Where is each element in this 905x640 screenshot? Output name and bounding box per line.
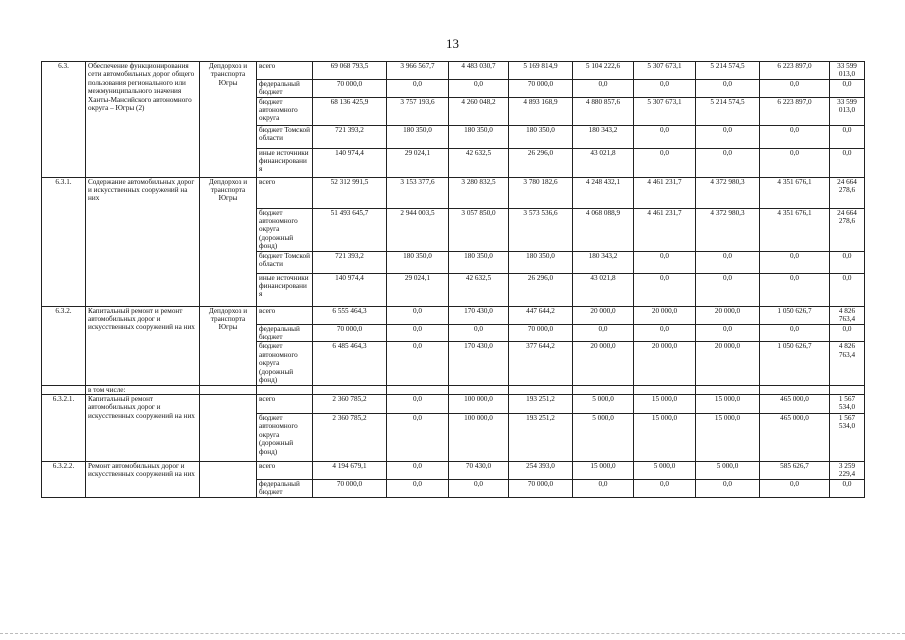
- amount-cell: 4 372 980,3: [696, 177, 760, 208]
- measure-code: 6.3.2.2.: [42, 461, 86, 497]
- amount-cell: 0,0: [760, 79, 830, 97]
- funding-source: бюджет автономного округа: [257, 97, 313, 125]
- table-row: [42, 177, 865, 208]
- amount-cell: 43 021,8: [573, 273, 634, 306]
- amount-cell: 3 259 229,4: [830, 461, 865, 479]
- amount-cell: 447 644,2: [509, 306, 573, 324]
- budget-table: [41, 61, 865, 498]
- amount-cell: 26 296,0: [509, 148, 573, 177]
- amount-cell: 0,0: [634, 324, 696, 342]
- amount-cell: 4 826 763,4: [830, 306, 865, 324]
- amount-cell: 70 000,0: [509, 479, 573, 497]
- amount-cell: 465 000,0: [760, 394, 830, 413]
- amount-cell: 0,0: [449, 324, 509, 342]
- amount-cell: 721 393,2: [313, 251, 387, 273]
- amount-cell: 0,0: [830, 79, 865, 97]
- table-row: [42, 62, 865, 80]
- amount-cell: 5 000,0: [573, 394, 634, 413]
- amount-cell: 4 826 763,4: [830, 342, 865, 385]
- amount-cell: 20 000,0: [573, 342, 634, 385]
- amount-cell: 5 104 222,6: [573, 62, 634, 80]
- funding-source: иные источники финансирования: [257, 273, 313, 306]
- empty-cell: [573, 385, 634, 394]
- amount-cell: 180 343,2: [573, 251, 634, 273]
- amount-cell: 585 626,7: [760, 461, 830, 479]
- amount-cell: 0,0: [696, 79, 760, 97]
- amount-cell: 0,0: [830, 251, 865, 273]
- amount-cell: 0,0: [449, 79, 509, 97]
- funding-source: бюджет автономного округа (дорожный фонд): [257, 342, 313, 385]
- amount-cell: 0,0: [387, 79, 449, 97]
- amount-cell: 0,0: [634, 479, 696, 497]
- amount-cell: 5 000,0: [573, 413, 634, 461]
- amount-cell: 3 153 377,6: [387, 177, 449, 208]
- amount-cell: 0,0: [760, 324, 830, 342]
- measure-name: Капитальный ремонт и ремонт автомобильных дорог и искусственных сооружений на них: [86, 306, 200, 385]
- amount-cell: 4 461 231,7: [634, 208, 696, 251]
- funding-source: федеральный бюджет: [257, 479, 313, 497]
- amount-cell: 100 000,0: [449, 394, 509, 413]
- empty-code-cell: [42, 385, 86, 394]
- amount-cell: 3 966 567,7: [387, 62, 449, 80]
- amount-cell: 0,0: [634, 125, 696, 148]
- amount-cell: 0,0: [696, 479, 760, 497]
- funding-source: бюджет автономного округа (дорожный фонд): [257, 413, 313, 461]
- empty-cell: [696, 385, 760, 394]
- amount-cell: 0,0: [830, 273, 865, 306]
- amount-cell: 5 307 673,1: [634, 62, 696, 80]
- table-row: [42, 306, 865, 324]
- amount-cell: 180 350,0: [509, 251, 573, 273]
- amount-cell: 0,0: [760, 479, 830, 497]
- measure-code: 6.3.2.: [42, 306, 86, 385]
- amount-cell: 6 555 464,3: [313, 306, 387, 324]
- amount-cell: 180 350,0: [387, 125, 449, 148]
- amount-cell: 100 000,0: [449, 413, 509, 461]
- measure-code: 6.3.: [42, 62, 86, 178]
- empty-cell: [313, 385, 387, 394]
- amount-cell: 4 351 676,1: [760, 208, 830, 251]
- amount-cell: 70 000,0: [509, 324, 573, 342]
- amount-cell: 0,0: [387, 394, 449, 413]
- amount-cell: 4 194 679,1: [313, 461, 387, 479]
- measure-code: 6.3.1.: [42, 177, 86, 306]
- amount-cell: 180 350,0: [449, 251, 509, 273]
- funding-source: всего: [257, 177, 313, 208]
- amount-cell: 0,0: [387, 342, 449, 385]
- amount-cell: 6 223 897,0: [760, 97, 830, 125]
- amount-cell: 0,0: [387, 324, 449, 342]
- amount-cell: 43 021,8: [573, 148, 634, 177]
- amount-cell: 20 000,0: [696, 306, 760, 324]
- empty-cell: [387, 385, 449, 394]
- responsible-executor: Депдорхоз и транспорта Югры: [200, 306, 257, 385]
- amount-cell: 70 000,0: [313, 79, 387, 97]
- amount-cell: 0,0: [760, 148, 830, 177]
- amount-cell: 0,0: [760, 251, 830, 273]
- amount-cell: 20 000,0: [696, 342, 760, 385]
- subheading-label: в том числе:: [86, 385, 200, 394]
- amount-cell: 70 000,0: [313, 479, 387, 497]
- responsible-executor: Депдорхоз и транспорта Югры: [200, 62, 257, 178]
- amount-cell: 0,0: [830, 479, 865, 497]
- amount-cell: 180 350,0: [449, 125, 509, 148]
- responsible-executor: [200, 461, 257, 497]
- amount-cell: 70 000,0: [313, 324, 387, 342]
- funding-source: всего: [257, 306, 313, 324]
- table-row: [42, 394, 865, 413]
- amount-cell: 1 567 534,0: [830, 394, 865, 413]
- amount-cell: 15 000,0: [696, 413, 760, 461]
- amount-cell: 180 343,2: [573, 125, 634, 148]
- amount-cell: 5 214 574,5: [696, 62, 760, 80]
- amount-cell: 721 393,2: [313, 125, 387, 148]
- amount-cell: 20 000,0: [634, 342, 696, 385]
- amount-cell: 4 260 048,2: [449, 97, 509, 125]
- amount-cell: 20 000,0: [573, 306, 634, 324]
- responsible-executor: [200, 394, 257, 461]
- empty-cell: [257, 385, 313, 394]
- amount-cell: 193 251,2: [509, 413, 573, 461]
- amount-cell: 0,0: [696, 273, 760, 306]
- amount-cell: 5 307 673,1: [634, 97, 696, 125]
- amount-cell: 1 050 626,7: [760, 342, 830, 385]
- amount-cell: 0,0: [573, 79, 634, 97]
- funding-source: всего: [257, 394, 313, 413]
- empty-cell: [634, 385, 696, 394]
- amount-cell: 42 632,5: [449, 273, 509, 306]
- funding-source: федеральный бюджет: [257, 324, 313, 342]
- amount-cell: 70 000,0: [509, 79, 573, 97]
- amount-cell: 465 000,0: [760, 413, 830, 461]
- amount-cell: 4 248 432,1: [573, 177, 634, 208]
- measure-name: Содержание автомобильных дорог и искусственных сооружений на них: [86, 177, 200, 306]
- amount-cell: 4 880 857,6: [573, 97, 634, 125]
- measure-name: Капитальный ремонт автомобильных дорог и искусственных сооружений на них: [86, 394, 200, 461]
- amount-cell: 193 251,2: [509, 394, 573, 413]
- amount-cell: 0,0: [830, 148, 865, 177]
- amount-cell: 0,0: [387, 413, 449, 461]
- amount-cell: 377 644,2: [509, 342, 573, 385]
- funding-source: всего: [257, 62, 313, 80]
- amount-cell: 1 050 626,7: [760, 306, 830, 324]
- amount-cell: 140 974,4: [313, 148, 387, 177]
- amount-cell: 29 024,1: [387, 148, 449, 177]
- amount-cell: 3 757 193,6: [387, 97, 449, 125]
- amount-cell: 0,0: [696, 324, 760, 342]
- amount-cell: 26 296,0: [509, 273, 573, 306]
- amount-cell: 4 483 030,7: [449, 62, 509, 80]
- amount-cell: 2 944 003,5: [387, 208, 449, 251]
- amount-cell: 170 430,0: [449, 342, 509, 385]
- amount-cell: 4 893 168,9: [509, 97, 573, 125]
- amount-cell: 0,0: [387, 479, 449, 497]
- funding-source: бюджет Томской области: [257, 251, 313, 273]
- amount-cell: 52 312 991,5: [313, 177, 387, 208]
- funding-source: бюджет автономного округа (дорожный фонд): [257, 208, 313, 251]
- amount-cell: 20 000,0: [634, 306, 696, 324]
- amount-cell: 24 664 278,6: [830, 208, 865, 251]
- empty-cell: [830, 385, 865, 394]
- funding-source: бюджет Томской области: [257, 125, 313, 148]
- amount-cell: 15 000,0: [634, 413, 696, 461]
- amount-cell: 140 974,4: [313, 273, 387, 306]
- empty-cell: [509, 385, 573, 394]
- amount-cell: 4 372 980,3: [696, 208, 760, 251]
- empty-cell: [760, 385, 830, 394]
- amount-cell: 68 136 425,9: [313, 97, 387, 125]
- amount-cell: 24 664 278,6: [830, 177, 865, 208]
- amount-cell: 180 350,0: [509, 125, 573, 148]
- amount-cell: 29 024,1: [387, 273, 449, 306]
- amount-cell: 42 632,5: [449, 148, 509, 177]
- amount-cell: 180 350,0: [387, 251, 449, 273]
- funding-source: всего: [257, 461, 313, 479]
- amount-cell: 0,0: [760, 125, 830, 148]
- amount-cell: 170 430,0: [449, 306, 509, 324]
- amount-cell: 3 780 182,6: [509, 177, 573, 208]
- amount-cell: 33 599 013,0: [830, 62, 865, 80]
- amount-cell: 1 567 534,0: [830, 413, 865, 461]
- amount-cell: 0,0: [634, 273, 696, 306]
- amount-cell: 6 485 464,3: [313, 342, 387, 385]
- amount-cell: 0,0: [696, 148, 760, 177]
- amount-cell: 6 223 897,0: [760, 62, 830, 80]
- amount-cell: 0,0: [760, 273, 830, 306]
- funding-source: федеральный бюджет: [257, 79, 313, 97]
- scan-edge-line: [0, 633, 905, 634]
- table-row: [42, 461, 865, 479]
- amount-cell: 3 573 536,6: [509, 208, 573, 251]
- amount-cell: 0,0: [634, 251, 696, 273]
- amount-cell: 5 214 574,5: [696, 97, 760, 125]
- responsible-executor: Депдорхоз и транспорта Югры: [200, 177, 257, 306]
- amount-cell: 4 068 088,9: [573, 208, 634, 251]
- amount-cell: 0,0: [634, 79, 696, 97]
- amount-cell: 51 493 645,7: [313, 208, 387, 251]
- amount-cell: 2 360 785,2: [313, 413, 387, 461]
- measure-name: Обеспечение функционирования сети автомобильных дорог общего пользования регионального или межмуниципального значения Ханты-Мансийского автономного округа – Югры (2): [86, 62, 200, 178]
- amount-cell: 2 360 785,2: [313, 394, 387, 413]
- amount-cell: 4 461 231,7: [634, 177, 696, 208]
- amount-cell: 0,0: [696, 251, 760, 273]
- measure-name: Ремонт автомобильных дорог и искусственных сооружений на них: [86, 461, 200, 497]
- amount-cell: 254 393,0: [509, 461, 573, 479]
- funding-source: иные источники финансирования: [257, 148, 313, 177]
- amount-cell: 5 000,0: [634, 461, 696, 479]
- amount-cell: 15 000,0: [634, 394, 696, 413]
- measure-code: 6.3.2.1.: [42, 394, 86, 461]
- amount-cell: 0,0: [696, 125, 760, 148]
- amount-cell: 15 000,0: [696, 394, 760, 413]
- amount-cell: 69 068 793,5: [313, 62, 387, 80]
- amount-cell: 0,0: [634, 148, 696, 177]
- empty-cell: [200, 385, 257, 394]
- subheading-row: [42, 385, 865, 394]
- amount-cell: 3 057 850,0: [449, 208, 509, 251]
- amount-cell: 0,0: [387, 306, 449, 324]
- empty-cell: [449, 385, 509, 394]
- amount-cell: 0,0: [387, 461, 449, 479]
- amount-cell: 0,0: [830, 125, 865, 148]
- amount-cell: 4 351 676,1: [760, 177, 830, 208]
- amount-cell: 0,0: [830, 324, 865, 342]
- amount-cell: 5 169 814,9: [509, 62, 573, 80]
- page-number: 13: [446, 36, 459, 51]
- amount-cell: 0,0: [573, 479, 634, 497]
- amount-cell: 5 000,0: [696, 461, 760, 479]
- amount-cell: 3 280 832,5: [449, 177, 509, 208]
- amount-cell: 0,0: [449, 479, 509, 497]
- amount-cell: 15 000,0: [573, 461, 634, 479]
- amount-cell: 33 599 013,0: [830, 97, 865, 125]
- amount-cell: 0,0: [573, 324, 634, 342]
- amount-cell: 70 430,0: [449, 461, 509, 479]
